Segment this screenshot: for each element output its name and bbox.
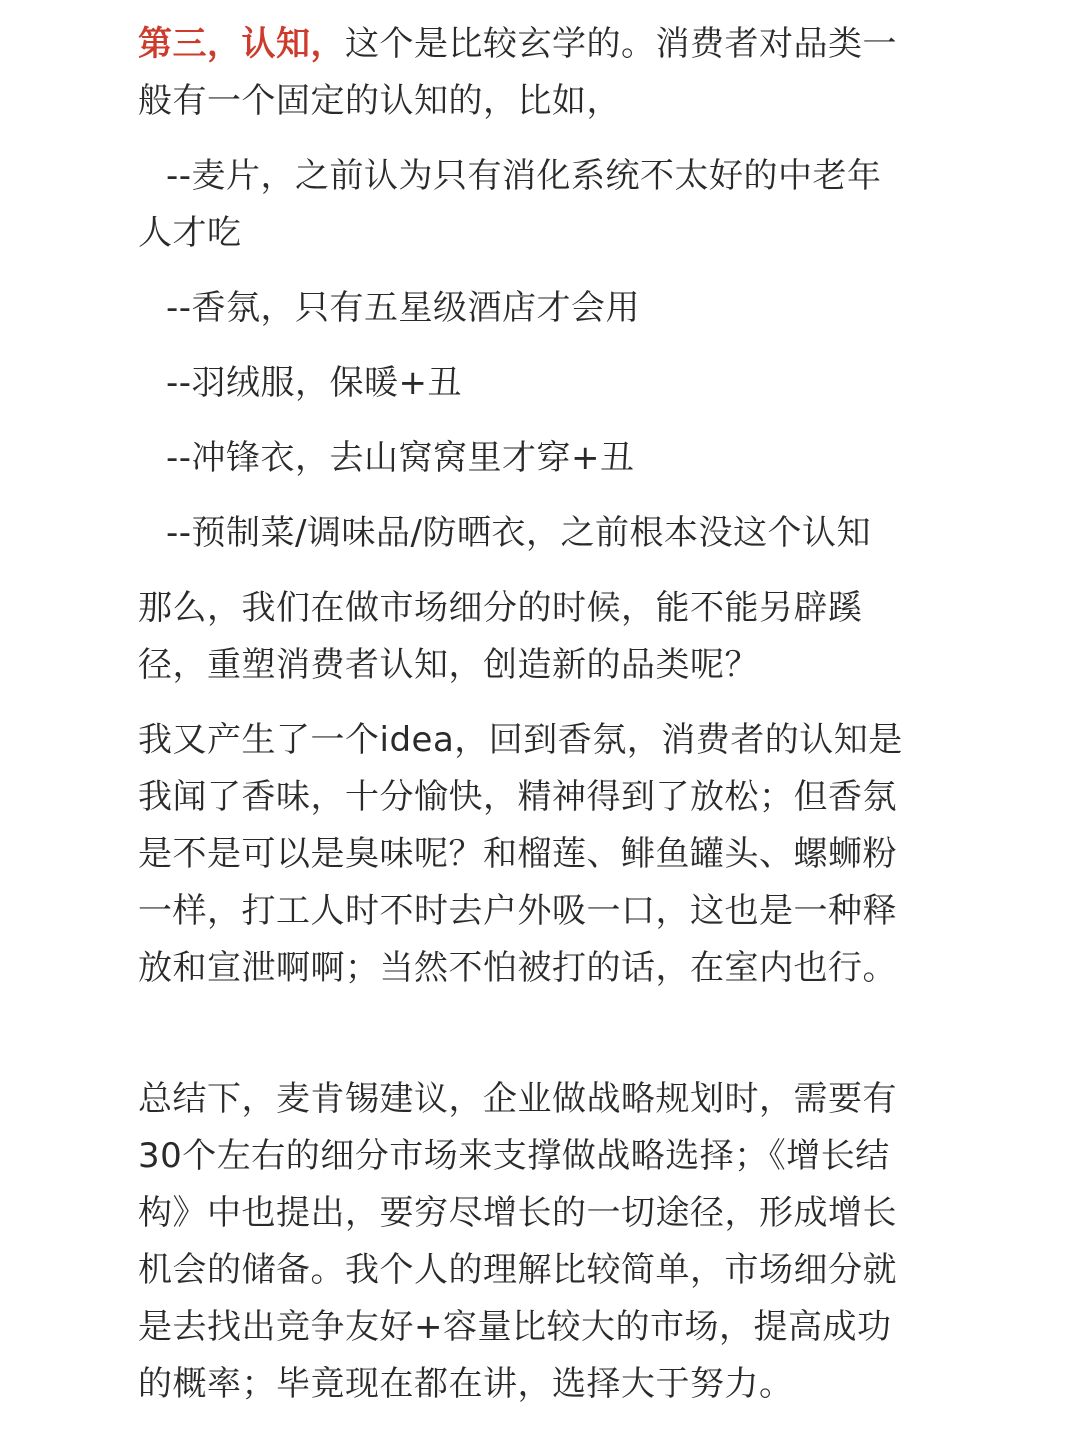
paragraph-line: 般有一个固定的认知的，比如， <box>138 81 621 121</box>
section-heading-highlight: 第三，认知， <box>138 24 345 64</box>
article-body <box>138 16 950 1413</box>
list-item-outdoor-jacket: --冲锋衣，去山窝窝里才穿+丑 <box>166 438 635 478</box>
paragraph-line: 我闻了香味，十分愉快，精神得到了放松；但香氛 <box>138 777 897 817</box>
paragraph-cognition-intro <box>138 16 950 130</box>
paragraph-line: 是去找出竞争友好+容量比较大的市场，提高成功 <box>138 1307 892 1347</box>
list-item-fragrance: --香氛，只有五星级酒店才会用 <box>166 288 641 328</box>
list-item-line: 人才吃 <box>138 213 242 253</box>
paragraph-line: 那么，我们在做市场细分的时候，能不能另辟蹊 <box>138 588 863 628</box>
paragraph-line: 的概率；毕竟现在都在讲，选择大于努力。 <box>138 1364 794 1404</box>
paragraph-line: 一样，打工人时不时去户外吸一口，这也是一种释 <box>138 891 897 931</box>
list-item-new-categories: --预制菜/调味品/防晒衣，之前根本没这个认知 <box>166 513 871 553</box>
paragraph-summary <box>138 1071 950 1413</box>
paragraph-line: 是不是可以是臭味呢？和榴莲、鲱鱼罐头、螺蛳粉 <box>138 834 897 874</box>
paragraph-idea <box>138 712 950 997</box>
paragraph-new-category-question <box>138 580 950 694</box>
paragraph-line: 构》中也提出，要穷尽增长的一切途径，形成增长 <box>138 1193 897 1233</box>
paragraph-line: 放和宣泄啊啊；当然不怕被打的话，在室内也行。 <box>138 948 897 988</box>
list-item-oatmeal <box>138 148 950 262</box>
list-item-line: --麦片，之前认为只有消化系统不太好的中老年 <box>166 156 882 196</box>
paragraph-line: 机会的储备。我个人的理解比较简单，市场细分就 <box>138 1250 897 1290</box>
paragraph-line: 径，重塑消费者认知，创造新的品类呢？ <box>138 645 759 685</box>
list-item-down-jacket: --羽绒服，保暖+丑 <box>166 363 463 403</box>
paragraph-line: 我又产生了一个idea，回到香氛，消费者的认知是 <box>138 720 903 760</box>
paragraph-text: 这个是比较玄学的。消费者对品类一 <box>345 24 897 64</box>
paragraph-line <box>138 16 950 73</box>
paragraph-line: 30个左右的细分市场来支撑做战略选择；《增长结 <box>138 1136 890 1176</box>
paragraph-line: 总结下，麦肯锡建议，企业做战略规划时，需要有 <box>138 1079 897 1119</box>
